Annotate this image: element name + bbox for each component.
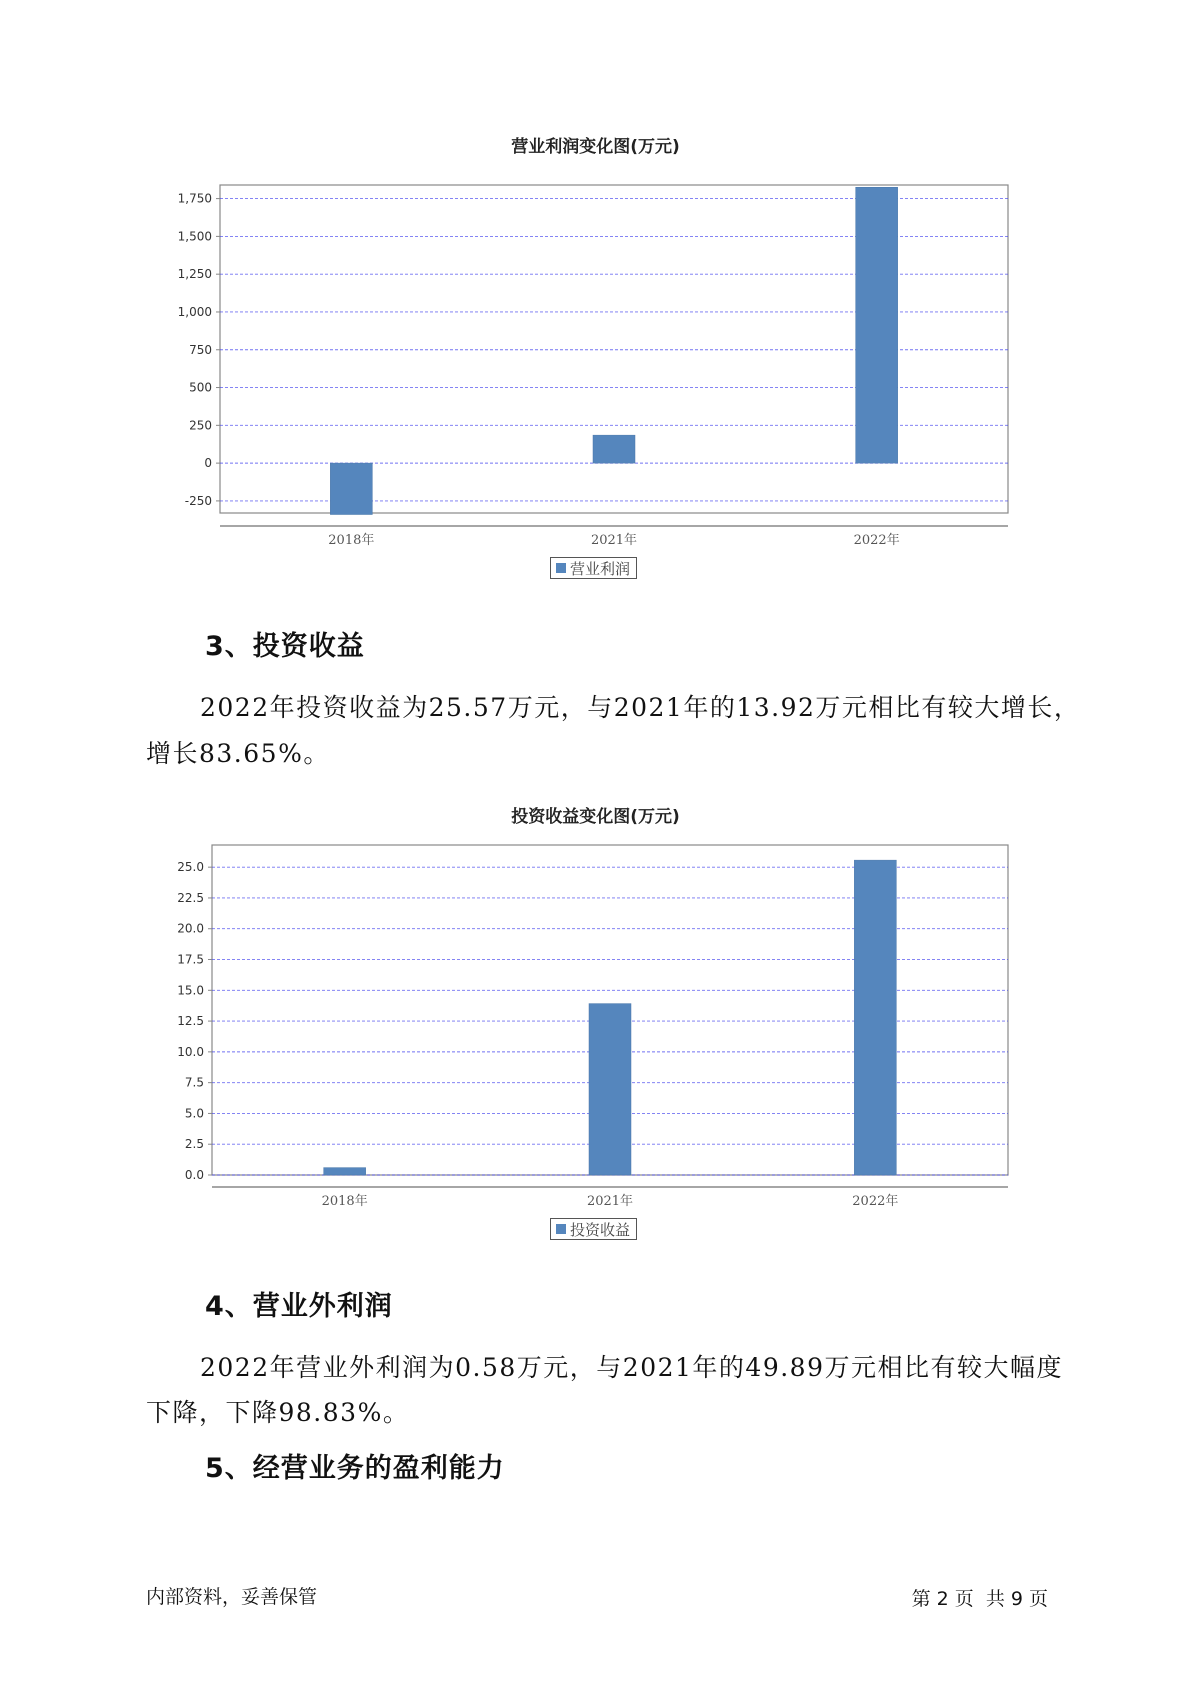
y-tick-label: 22.5 (177, 890, 204, 905)
x-tick-label: 2022年 (852, 1194, 899, 1209)
bar-2018年 (330, 463, 372, 514)
section-5-heading: 5、经营业务的盈利能力 (205, 1453, 505, 1484)
y-tick-label: 17.5 (177, 952, 204, 967)
chart1-title: 营业利润变化图(万元) (511, 137, 680, 157)
y-tick-label: 7.5 (184, 1075, 204, 1090)
y-tick-label: 750 (189, 342, 212, 357)
y-tick-label: 10.0 (177, 1044, 204, 1059)
x-tick-label: 2018年 (321, 1194, 368, 1209)
y-tick-label: 0 (204, 456, 212, 471)
y-tick-label: 15.0 (177, 983, 204, 998)
y-tick-label: 500 (189, 380, 212, 395)
legend-swatch (556, 1224, 566, 1234)
y-tick-label: 0.0 (184, 1168, 204, 1182)
y-tick-label: 1,000 (177, 304, 212, 319)
bar-2022年 (856, 187, 898, 463)
section-3-paragraph-line2: 增长83.65%。 (146, 739, 330, 768)
chart1-legend-label: 营业利润 (570, 559, 631, 578)
bar-2022年 (854, 860, 896, 1175)
chart2-legend-label: 投资收益 (570, 1220, 631, 1239)
y-tick-label: 20.0 (177, 921, 204, 936)
chart2-title: 投资收益变化图(万元) (511, 807, 680, 827)
y-tick-label: 5.0 (184, 1106, 204, 1121)
legend-swatch (556, 563, 566, 573)
y-tick-label: 1,500 (177, 229, 212, 244)
investment-income-chart (0, 840, 1191, 1209)
bar-2021年 (593, 435, 635, 463)
y-tick-label: 25.0 (177, 860, 204, 875)
y-tick-label: -250 (184, 493, 212, 508)
footer-confidential-note: 内部资料，妥善保管 (146, 1586, 318, 1608)
y-tick-label: 1,750 (177, 191, 212, 206)
x-tick-label: 2018年 (328, 533, 375, 548)
chart1-legend (550, 557, 637, 579)
section-4-heading: 4、营业外利润 (205, 1291, 393, 1322)
x-tick-label: 2021年 (590, 533, 638, 548)
section-4-paragraph-line2: 下降，下降98.83%。 (146, 1398, 410, 1427)
section-3-heading: 3、投资收益 (205, 631, 365, 662)
footer-page-number: 第 2 页 共 9 页 (911, 1588, 1048, 1610)
y-tick-label: 250 (189, 418, 212, 433)
operating-profit-chart (0, 170, 1191, 730)
y-tick-label: 12.5 (177, 1014, 204, 1029)
chart2-legend (550, 1218, 637, 1240)
section-4-paragraph-line1: 2022年营业外利润为0.58万元，与2021年的49.89万元相比有较大幅度 (200, 1353, 1063, 1382)
bar-2018年 (324, 1168, 366, 1175)
bar-2021年 (589, 1004, 631, 1175)
y-tick-label: 2.5 (184, 1137, 204, 1152)
x-tick-label: 2021年 (586, 1194, 634, 1209)
y-tick-label: 1,250 (177, 267, 212, 282)
section-3-paragraph-line1: 2022年投资收益为25.57万元，与2021年的13.92万元相比有较大增长， (200, 693, 1081, 722)
x-tick-label: 2022年 (853, 533, 900, 548)
